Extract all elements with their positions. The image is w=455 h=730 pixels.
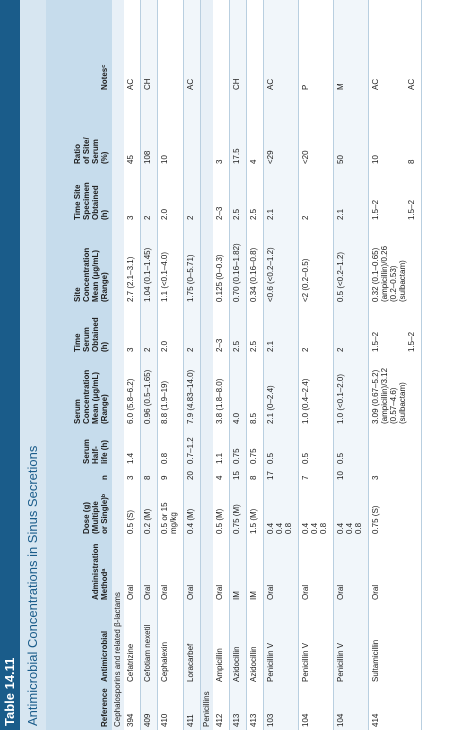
- header-time-site: Time Site Specimen Obtained (h): [73, 182, 109, 220]
- cell-dose: 0.75 (M): [232, 504, 241, 534]
- cell-halflife: 1.4: [126, 452, 135, 464]
- cell-notes: CH: [232, 78, 241, 90]
- header-time-serum: Time Serum Obtained (h): [73, 317, 109, 352]
- cell-dose: 0.75 (S): [371, 505, 380, 534]
- cell-time-site: 2.0: [160, 208, 169, 220]
- cell-n: 20: [186, 471, 195, 480]
- cell-route: Oral: [301, 584, 310, 600]
- cell-time-site: 2–3: [215, 206, 224, 220]
- cell-ratio: <20: [301, 150, 310, 164]
- cell-ratio: 4: [249, 159, 258, 164]
- cell-halflife: 0.8: [160, 452, 169, 464]
- cell-antimicrobial: Loracarbef: [186, 643, 195, 682]
- cell-n: 3: [126, 475, 135, 480]
- cell-halflife: 0.5: [266, 452, 275, 464]
- header-route: Administration Methodᵃ: [91, 543, 109, 600]
- cell-site: 0.32 (0.1–0.65) (ampicillin)/0.26 (0.2–0.53) (sulbactam): [371, 245, 407, 302]
- cell-serum: 6.0 (5.8–6.2): [126, 378, 135, 424]
- cell-antimicrobial: Penicillin V: [301, 642, 310, 682]
- cell-time-site: 2.5: [249, 208, 258, 220]
- cell-notes: P: [301, 84, 310, 90]
- cell-time-site: 2.1: [266, 208, 275, 220]
- table-row: [213, 0, 229, 730]
- cell-reference: 394: [126, 713, 135, 727]
- cell-time-serum: 2: [143, 347, 152, 352]
- cell-dose: 0.5 (M): [215, 508, 224, 534]
- header-notes: Notesᶜ: [100, 64, 109, 90]
- cell-route: Oral: [160, 584, 169, 600]
- cell-halflife: 0.75: [232, 448, 241, 464]
- cell-n: 15: [232, 471, 241, 480]
- cell-reference: 104: [336, 713, 345, 727]
- cell-route: Oral: [371, 584, 380, 600]
- header-dose: Dose (g) (Multiple or Single)ᵇ: [82, 493, 109, 534]
- cell-ratio: 108: [143, 150, 152, 164]
- cell-time-serum: 2–3: [215, 338, 224, 352]
- cell-reference: 103: [266, 713, 275, 727]
- cell-n: 4: [215, 475, 224, 480]
- cell-site: 0.70 (0.16–1.82): [232, 243, 241, 302]
- cell-time-site: 2: [186, 215, 195, 220]
- cell-antimicrobial: Azidocillin: [249, 646, 258, 682]
- table-row: [230, 0, 246, 730]
- cell-ratio: 50: [336, 155, 345, 164]
- cell-site: 0.5 (<0.2–1.2): [336, 251, 345, 302]
- cell-ratio: 10 8: [371, 155, 416, 164]
- cell-halflife: 0.5: [336, 452, 345, 464]
- cell-antimicrobial: Ampicillin: [215, 648, 224, 682]
- table-row: [141, 0, 157, 730]
- table-row: [184, 0, 200, 730]
- cell-site: 0.34 (0.16–0.8): [249, 247, 258, 302]
- cell-notes: AC AC: [371, 78, 416, 90]
- cell-time-site: 2: [143, 215, 152, 220]
- cell-serum: 8.8 (1.9–19): [160, 380, 169, 424]
- cell-notes: AC: [266, 78, 275, 90]
- cell-time-site: 2.1: [336, 208, 345, 220]
- cell-site: 1.04 (0.1–1.45): [143, 247, 152, 302]
- cell-n: 17: [266, 471, 275, 480]
- cell-site: 1.75 (0–5.71): [186, 254, 195, 302]
- cell-serum: 8.5: [249, 412, 258, 424]
- table-row: [264, 0, 298, 730]
- cell-n: 10: [336, 471, 345, 480]
- table-row: [158, 0, 183, 730]
- cell-serum: 1.0 (<0.1–2.0): [336, 373, 345, 424]
- header-halflife: Serum Half- life (h): [82, 439, 109, 464]
- cell-reference: 413: [232, 713, 241, 727]
- cell-time-serum: 1.5–2 1.5–2: [371, 331, 416, 352]
- cell-dose: 0.2 (M): [143, 508, 152, 534]
- cell-n: 8: [249, 475, 258, 480]
- cell-ratio: 45: [126, 155, 135, 164]
- cell-antimicrobial: Sultamicillin: [371, 639, 380, 682]
- group-label: Cephalosporins and related β-lactams: [113, 592, 122, 727]
- cell-time-serum: 3: [126, 347, 135, 352]
- cell-reference: 413: [249, 713, 258, 727]
- cell-time-site: 3: [126, 215, 135, 220]
- cell-dose: 0.5 (S): [126, 509, 135, 534]
- table-row: [124, 0, 140, 730]
- cell-site: 2.7 (2.1–3.1): [126, 256, 135, 302]
- cell-n: 9: [160, 475, 169, 480]
- cell-time-serum: 2.1: [266, 340, 275, 352]
- header-serum: Serum Concentration Mean (μg/mL) (Range): [73, 369, 109, 424]
- cell-site: <2 (0.2–0.5): [301, 258, 310, 302]
- cell-serum: 4.0: [232, 412, 241, 424]
- cell-halflife: 0.5: [301, 452, 310, 464]
- row-divider: [421, 0, 422, 730]
- table-row: [369, 0, 421, 730]
- cell-dose: 0.5 or 15 mg/kg: [160, 502, 178, 534]
- cell-antimicrobial: Cephalexin: [160, 641, 169, 682]
- header-reference: Reference: [100, 688, 109, 727]
- cell-serum: 3.8 (1.8–8.0): [215, 378, 224, 424]
- cell-halflife: 0.75: [249, 448, 258, 464]
- cell-notes: M: [336, 83, 345, 90]
- cell-antimicrobial: Cefatrizine: [126, 643, 135, 682]
- cell-reference: 412: [215, 713, 224, 727]
- cell-antimicrobial: Penicillin V: [336, 642, 345, 682]
- header-site: Site Concentration Mean (μg/mL) (Range): [73, 247, 109, 302]
- cell-ratio: <29: [266, 150, 275, 164]
- cell-serum: 0.96 (0.5–1.65): [143, 369, 152, 424]
- table-caption-bar: [20, 0, 46, 730]
- cell-serum: 2.1 (0–2.4): [266, 385, 275, 424]
- cell-dose: 0.4 0.4 0.8: [336, 522, 363, 534]
- cell-notes: AC: [126, 78, 135, 90]
- cell-antimicrobial: Cefotiam nexetil: [143, 624, 152, 682]
- table-caption: Antimicrobial Concentrations in Sinus Secretions: [25, 445, 40, 726]
- cell-notes: CH: [143, 78, 152, 90]
- cell-time-site: 2.5: [232, 208, 241, 220]
- table-number-bar: [0, 0, 20, 730]
- table-header: [46, 0, 112, 730]
- cell-route: IM: [232, 591, 241, 600]
- table-row: [334, 0, 368, 730]
- cell-route: Oral: [266, 584, 275, 600]
- cell-dose: 0.4 0.4 0.8: [266, 522, 293, 534]
- group-header: [201, 0, 213, 730]
- cell-time-site: 1.5–2 1.5–2: [371, 199, 416, 220]
- cell-site: 1.1 (<0.1–4.0): [160, 251, 169, 302]
- cell-antimicrobial: Azidocillin: [232, 646, 241, 682]
- cell-route: Oral: [126, 584, 135, 600]
- cell-n: 7: [301, 475, 310, 480]
- cell-dose: 0.4 0.4 0.8: [301, 522, 328, 534]
- table-row: [247, 0, 263, 730]
- cell-time-serum: 2: [336, 347, 345, 352]
- cell-notes: AC: [186, 78, 195, 90]
- header-antimicrobial: Antimicrobial: [100, 630, 109, 682]
- cell-halflife: 1.1: [215, 452, 224, 464]
- cell-serum: 1.0 (0.4–2.4): [301, 378, 310, 424]
- cell-reference: 411: [186, 714, 195, 727]
- cell-time-serum: 2.5: [249, 340, 258, 352]
- cell-route: Oral: [143, 584, 152, 600]
- cell-time-serum: 2: [186, 347, 195, 352]
- cell-reference: 414: [371, 713, 380, 727]
- group-label: Penicillins: [202, 691, 211, 727]
- header-n: n: [100, 475, 109, 480]
- header-ratio: Ratio of Site/ Serum (%): [73, 137, 109, 164]
- cell-time-serum: 2.0: [160, 340, 169, 352]
- cell-route: IM: [249, 591, 258, 600]
- cell-n: 8: [143, 475, 152, 480]
- cell-site: <0.6 (<0.2–1.2): [266, 247, 275, 302]
- cell-route: Oral: [186, 584, 195, 600]
- cell-reference: 409: [143, 713, 152, 727]
- cell-time-serum: 2.5: [232, 340, 241, 352]
- group-header: [112, 0, 124, 730]
- cell-dose: 1.5 (M): [249, 508, 258, 534]
- table-number: Table 14.11: [2, 657, 17, 726]
- cell-route: Oral: [336, 584, 345, 600]
- cell-time-serum: 2: [301, 347, 310, 352]
- cell-ratio: 17.5: [232, 148, 241, 164]
- cell-antimicrobial: Penicillin V: [266, 642, 275, 682]
- cell-reference: 410: [160, 713, 169, 727]
- cell-route: Oral: [215, 584, 224, 600]
- cell-dose: 0.4 (M): [186, 508, 195, 534]
- cell-ratio: 3: [215, 159, 224, 164]
- cell-serum: 3.09 (0.67–5.2) (ampicillin)/3.12 (0.57–4.6) (sulbactam): [371, 367, 407, 424]
- cell-site: 0.125 (0–0.3): [215, 254, 224, 302]
- table-row: [299, 0, 333, 730]
- cell-time-site: 2: [301, 215, 310, 220]
- cell-ratio: 10: [160, 155, 169, 164]
- cell-serum: 7.9 (4.83–14.0): [186, 369, 195, 424]
- cell-reference: 104: [301, 713, 310, 727]
- cell-n: 3: [371, 475, 380, 480]
- cell-halflife: 0.7–1.2: [186, 437, 195, 464]
